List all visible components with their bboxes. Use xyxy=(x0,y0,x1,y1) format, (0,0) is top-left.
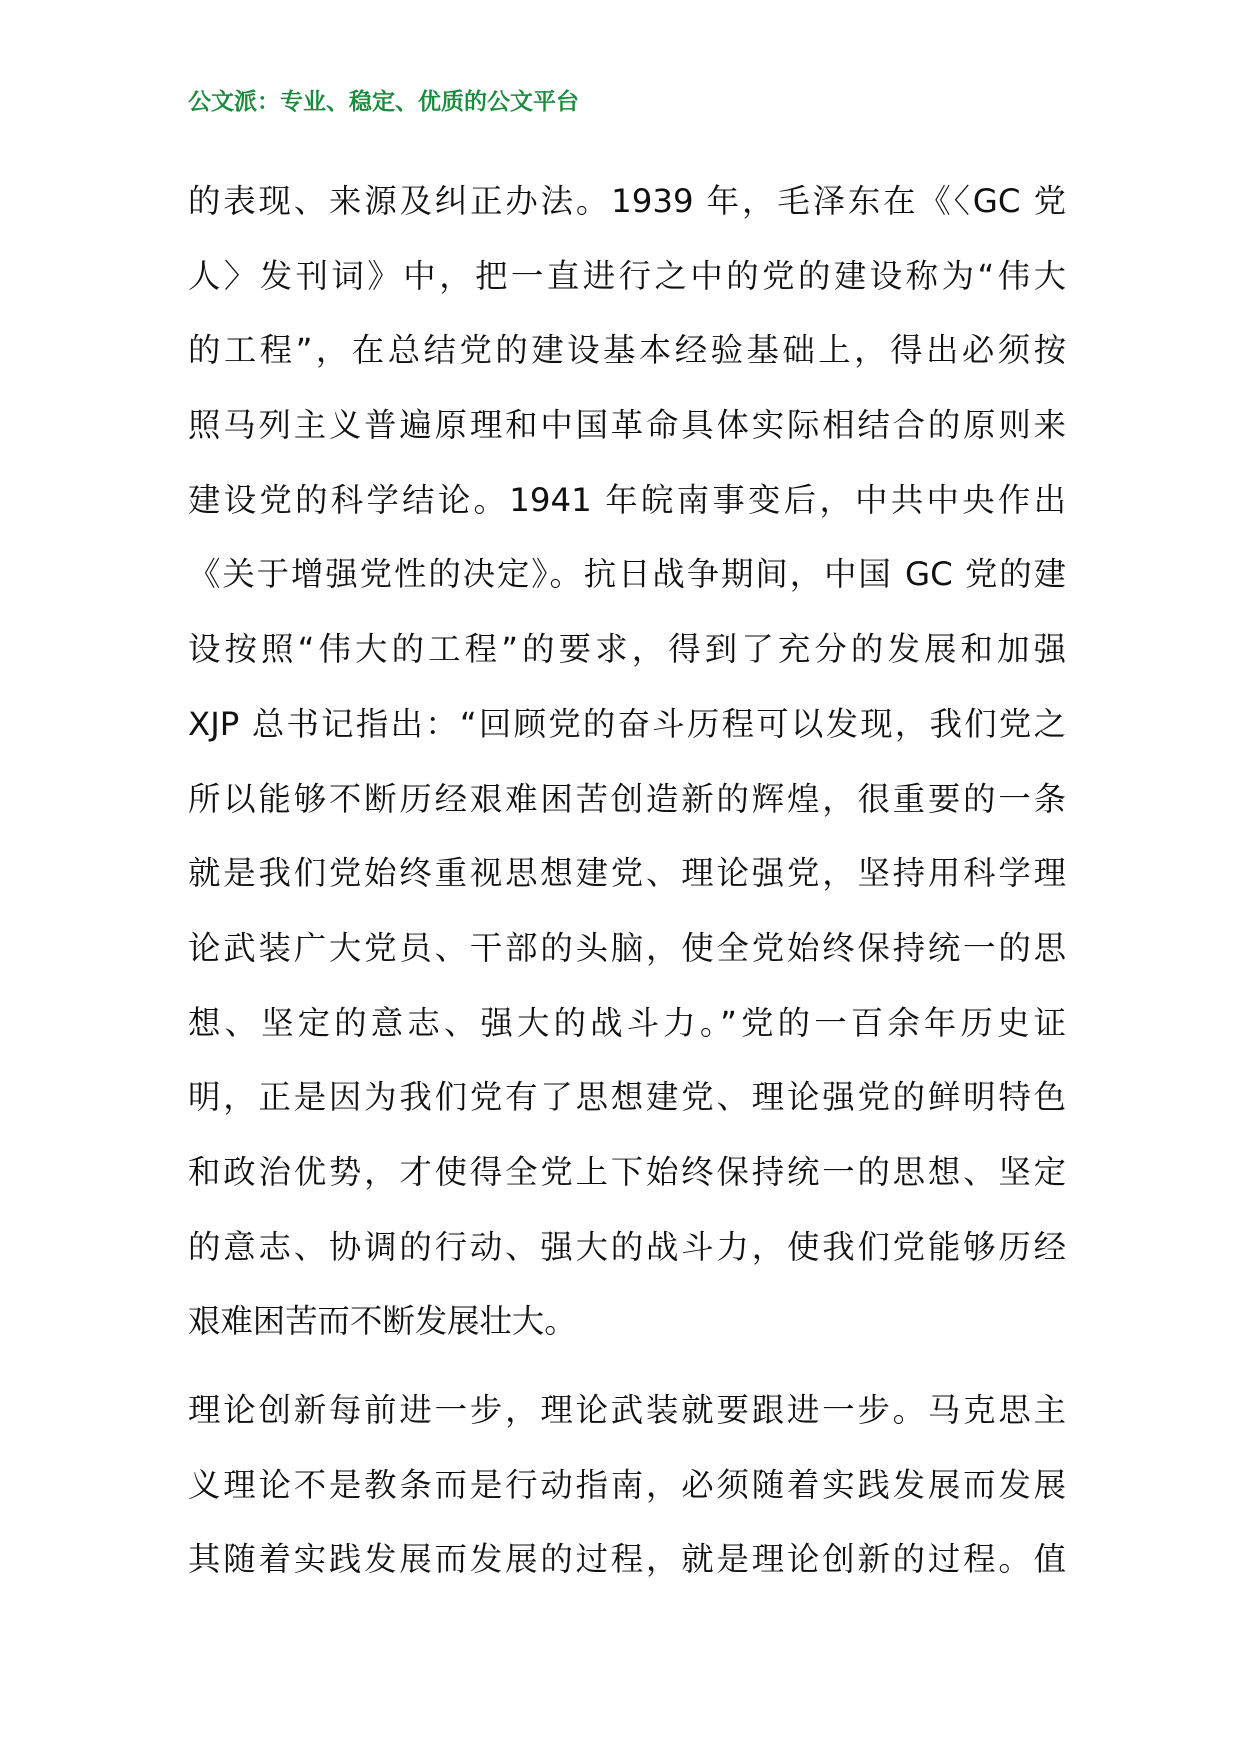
text-line: 的意志、协调的行动、强大的战斗力，使我们党能够历经 xyxy=(188,1227,1066,1266)
text-line: 就是我们党始终重视思想建党、理论强党，坚持用科学理 xyxy=(188,854,1066,893)
document-body xyxy=(188,164,1066,1597)
text-line: 所以能够不断历经艰难困苦创造新的辉煌，很重要的一条 xyxy=(188,779,1066,818)
text-line: 艰难困苦而不断发展壮大。 xyxy=(188,1302,577,1341)
paragraph xyxy=(188,164,1066,1359)
paragraph-gap xyxy=(188,1359,1066,1373)
text-line: 的工程”，在总结党的建设基本经验基础上，得出必须按 xyxy=(188,331,1066,370)
site-header: 公文派：专业、稳定、优质的公文平台 xyxy=(188,88,579,115)
text-line: 《关于增强党性的决定》。抗日战争期间，中国 GC 党的建 xyxy=(188,555,1066,594)
text-line: 照马列主义普遍原理和中国革命具体实际相结合的原则来 xyxy=(188,406,1066,445)
paragraph xyxy=(188,1373,1066,1597)
text-line: 义理论不是教条而是行动指南，必须随着实践发展而发展 xyxy=(188,1465,1066,1504)
text-line: 人〉发刊词》中，把一直进行之中的党的建设称为“伟大 xyxy=(188,256,1066,295)
text-line: XJP 总书记指出：“回顾党的奋斗历程可以发现，我们党之 xyxy=(188,704,1066,743)
text-line: 理论创新每前进一步，理论武装就要跟进一步。马克思主 xyxy=(188,1391,1066,1429)
text-line: 明，正是因为我们党有了思想建党、理论强党的鲜明特色 xyxy=(188,1078,1066,1117)
text-line: 和政治优势，才使得全党上下始终保持统一的思想、坚定 xyxy=(188,1152,1066,1191)
text-line: 其随着实践发展而发展的过程，就是理论创新的过程。值 xyxy=(188,1540,1066,1579)
text-line: 设按照“伟大的工程”的要求，得到了充分的发展和加强 xyxy=(188,630,1066,669)
text-line: 的表现、来源及纠正办法。1939 年，毛泽东在《〈GC 党 xyxy=(188,182,1066,220)
text-line: 论武装广大党员、干部的头脑，使全党始终保持统一的思 xyxy=(188,928,1066,967)
text-line: 建设党的科学结论。1941 年皖南事变后，中共中央作出 xyxy=(188,480,1066,519)
text-line: 想、坚定的意志、强大的战斗力。”党的一百余年历史证 xyxy=(188,1003,1066,1042)
